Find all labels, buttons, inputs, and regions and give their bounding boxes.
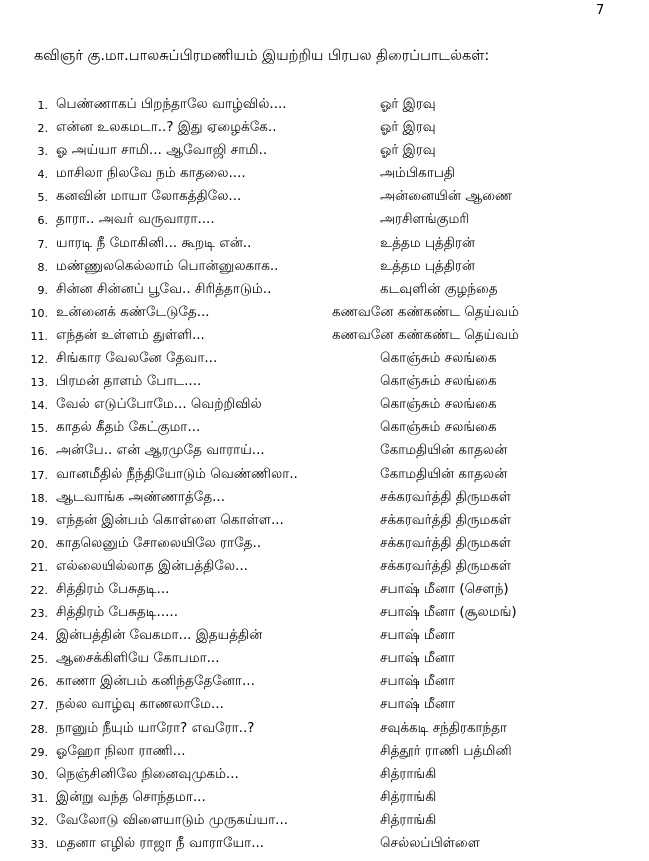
film-name: சக்கரவர்த்தி திருமகள் xyxy=(380,557,512,574)
film-name: சக்கரவர்த்தி திருமகள் xyxy=(380,488,512,505)
song-title: காதலெனும் சோலையிலே ராதே.. xyxy=(56,534,262,551)
song-title: வேலோடு விளையாடும் முருகய்யா... xyxy=(56,811,289,828)
film-name: சபாஷ் மீனா xyxy=(380,696,456,713)
song-row xyxy=(0,118,649,141)
song-row xyxy=(0,534,649,557)
song-number: 7. xyxy=(37,237,48,251)
song-title: சிங்கார வேலனே தேவா... xyxy=(56,350,218,367)
film-name: சக்கரவர்த்தி திருமகள் xyxy=(380,534,512,551)
song-row xyxy=(0,95,649,118)
song-number: 5. xyxy=(37,191,48,205)
film-name: செல்லப்பிள்ளை xyxy=(380,835,480,851)
song-title: மண்ணுலகெல்லாம் பொன்னுலகாக.. xyxy=(56,257,279,274)
song-row xyxy=(0,488,649,511)
song-row xyxy=(0,234,649,257)
song-title: சித்திரம் பேசுதடி... xyxy=(56,580,170,597)
song-title: அன்பே.. என் ஆரமுதே வாராய்... xyxy=(56,442,265,459)
film-name: கோமதியின் காதலன் xyxy=(380,465,508,482)
song-number: 10. xyxy=(30,306,48,320)
song-number: 32. xyxy=(30,814,48,828)
film-name: ஓர் இரவு xyxy=(380,119,436,136)
song-title: எந்தன் உள்ளம் துள்ளி... xyxy=(56,326,205,343)
film-name: கடவுளின் குழந்தை xyxy=(380,280,498,297)
song-row xyxy=(0,742,649,765)
song-title: ஆடவாங்க அண்ணாத்தே... xyxy=(56,488,226,505)
song-number: 27. xyxy=(30,699,48,713)
song-row xyxy=(0,141,649,164)
song-row xyxy=(0,418,649,441)
song-number: 18. xyxy=(30,491,48,505)
song-row xyxy=(0,257,649,280)
song-row xyxy=(0,187,649,210)
song-row xyxy=(0,441,649,464)
song-row xyxy=(0,580,649,603)
film-name: உத்தம புத்திரன் xyxy=(380,257,475,274)
song-row xyxy=(0,280,649,303)
song-number: 22. xyxy=(30,583,48,597)
song-number: 31. xyxy=(30,791,48,805)
song-number: 11. xyxy=(30,329,48,343)
song-number: 9. xyxy=(37,283,48,297)
film-name: கொஞ்சும் சலங்கை xyxy=(380,350,497,367)
song-number: 14. xyxy=(30,399,48,413)
song-row xyxy=(0,719,649,742)
song-title: இன்று வந்த சொந்தமா... xyxy=(56,788,206,805)
film-name: சித்ராங்கி xyxy=(380,765,437,782)
song-number: 1. xyxy=(37,99,48,112)
song-title: பிரமன் தாளம் போட.... xyxy=(56,373,202,390)
song-title: இன்பத்தின் வேகமா... இதயத்தின் xyxy=(56,627,263,644)
song-number: 30. xyxy=(30,768,48,782)
song-number: 6. xyxy=(37,214,48,228)
song-number: 25. xyxy=(30,653,48,667)
song-title: நானும் நீயும் யாரோ? எவரோ..? xyxy=(56,719,255,736)
film-name: அம்பிகாபதி xyxy=(380,165,455,182)
song-number: 33. xyxy=(30,838,48,851)
film-name: கொஞ்சும் சலங்கை xyxy=(380,396,497,413)
song-row xyxy=(0,465,649,488)
song-row xyxy=(0,626,649,649)
song-row xyxy=(0,834,649,857)
film-name: சவுக்கடி சந்திரகாந்தா xyxy=(380,719,508,736)
film-name: சபாஷ் மீனா xyxy=(380,627,456,644)
song-number: 21. xyxy=(30,560,48,574)
film-name: ஓர் இரவு xyxy=(380,142,436,159)
film-name: சபாஷ் மீனா xyxy=(380,673,456,690)
song-title: காணா இன்பம் கனிந்ததேனோ... xyxy=(56,673,255,690)
song-number: 8. xyxy=(37,260,48,274)
song-row xyxy=(0,164,649,187)
song-title: காதல் கீதம் கேட்குமா... xyxy=(56,419,201,436)
song-row xyxy=(0,511,649,534)
film-name: சக்கரவர்த்தி திருமகள் xyxy=(380,511,512,528)
film-name: உத்தம புத்திரன் xyxy=(380,234,475,251)
film-name: சித்தூர் ராணி பத்மினி xyxy=(380,742,512,759)
song-row xyxy=(0,811,649,834)
song-number: 2. xyxy=(37,122,48,136)
song-title: மாசிலா நிலவே நம் காதலை.... xyxy=(56,165,246,182)
film-name: சித்ராங்கி xyxy=(380,788,437,805)
film-name: அன்னையின் ஆணை xyxy=(380,188,513,205)
film-name: கணவனே கண்கண்ட தெய்வம் xyxy=(332,326,520,343)
song-number: 19. xyxy=(30,514,48,528)
song-number: 13. xyxy=(30,376,48,390)
song-number: 3. xyxy=(37,145,48,159)
song-row xyxy=(0,349,649,372)
song-title: நெஞ்சினிலே நினைவுமுகம்... xyxy=(56,765,239,782)
song-title: நல்ல வாழ்வு காணலாமே... xyxy=(56,696,224,713)
song-number: 4. xyxy=(37,168,48,182)
song-row xyxy=(0,210,649,233)
song-title: வானமீதில் நீந்தியோடும் வெண்ணிலா.. xyxy=(56,465,298,482)
song-title: எல்லையில்லாத இன்பத்திலே... xyxy=(56,557,248,574)
song-row xyxy=(0,603,649,626)
song-row xyxy=(0,303,649,326)
song-row xyxy=(0,649,649,672)
page-number: 7 xyxy=(596,3,605,18)
song-row xyxy=(0,395,649,418)
film-name: கொஞ்சும் சலங்கை xyxy=(380,373,497,390)
film-name: அரசிளங்குமரி xyxy=(380,211,470,228)
song-title: சின்ன சின்னப் பூவே.. சிரித்தாடும்.. xyxy=(56,280,272,297)
song-number: 12. xyxy=(30,353,48,367)
song-title: ஓ அய்யா சாமி... ஆவோஜி சாமி.. xyxy=(56,142,268,159)
song-title: சித்திரம் பேசுதடி..... xyxy=(56,604,178,621)
song-number: 26. xyxy=(30,676,48,690)
song-row xyxy=(0,326,649,349)
song-title: உன்னைக் கண்டேடுதே... xyxy=(56,303,210,320)
song-title: ஓஹோ நிலா ராணி... xyxy=(56,742,186,759)
song-title: பெண்ணாகப் பிறந்தாலே வாழ்வில்.... xyxy=(56,96,287,112)
film-name: சபாஷ் மீனா xyxy=(380,650,456,667)
song-title: தாரா.. அவர் வருவாரா.... xyxy=(56,211,215,228)
song-number: 23. xyxy=(30,607,48,621)
film-name: கொஞ்சும் சலங்கை xyxy=(380,419,497,436)
song-row xyxy=(0,557,649,580)
song-number: 20. xyxy=(30,537,48,551)
song-title: என்ன உலகமடா..? இது ஏழைக்கே.. xyxy=(56,119,277,136)
film-name: சபாஷ் மீனா (சூலமங்) xyxy=(380,604,517,621)
song-row xyxy=(0,372,649,395)
film-name: ஓர் இரவு xyxy=(380,96,436,112)
song-title: எந்தன் இன்பம் கொள்ளை கொள்ள... xyxy=(56,511,284,528)
song-title: ஆசைக்கிளியே கோபமா... xyxy=(56,650,220,667)
song-row xyxy=(0,672,649,695)
film-name: சபாஷ் மீனா (சௌந்) xyxy=(380,580,509,597)
song-title: வேல் எடுப்போமே... வெற்றிவில் xyxy=(56,396,262,413)
film-name: கோமதியின் காதலன் xyxy=(380,442,508,459)
song-title: யாரடி நீ மோகினி... கூறடி என்.. xyxy=(56,234,252,251)
song-list xyxy=(0,95,649,857)
song-number: 24. xyxy=(30,630,48,644)
film-name: கணவனே கண்கண்ட தெய்வம் xyxy=(332,303,520,320)
song-title: மதனா எழில் ராஜா நீ வாராயோ... xyxy=(56,835,265,851)
song-number: 16. xyxy=(30,445,48,459)
song-number: 28. xyxy=(30,722,48,736)
song-row xyxy=(0,765,649,788)
film-name: சித்ராங்கி xyxy=(380,811,437,828)
song-row xyxy=(0,695,649,718)
song-number: 29. xyxy=(30,745,48,759)
page-heading: கவிஞர் கு.மா.பாலசுப்பிரமணியம் இயற்றிய பிரபல திரைப்பாடல்கள்: xyxy=(34,48,490,64)
song-row xyxy=(0,788,649,811)
song-title: கனவின் மாயா லோகத்திலே... xyxy=(56,188,242,205)
song-number: 15. xyxy=(30,422,48,436)
song-number: 17. xyxy=(30,468,48,482)
